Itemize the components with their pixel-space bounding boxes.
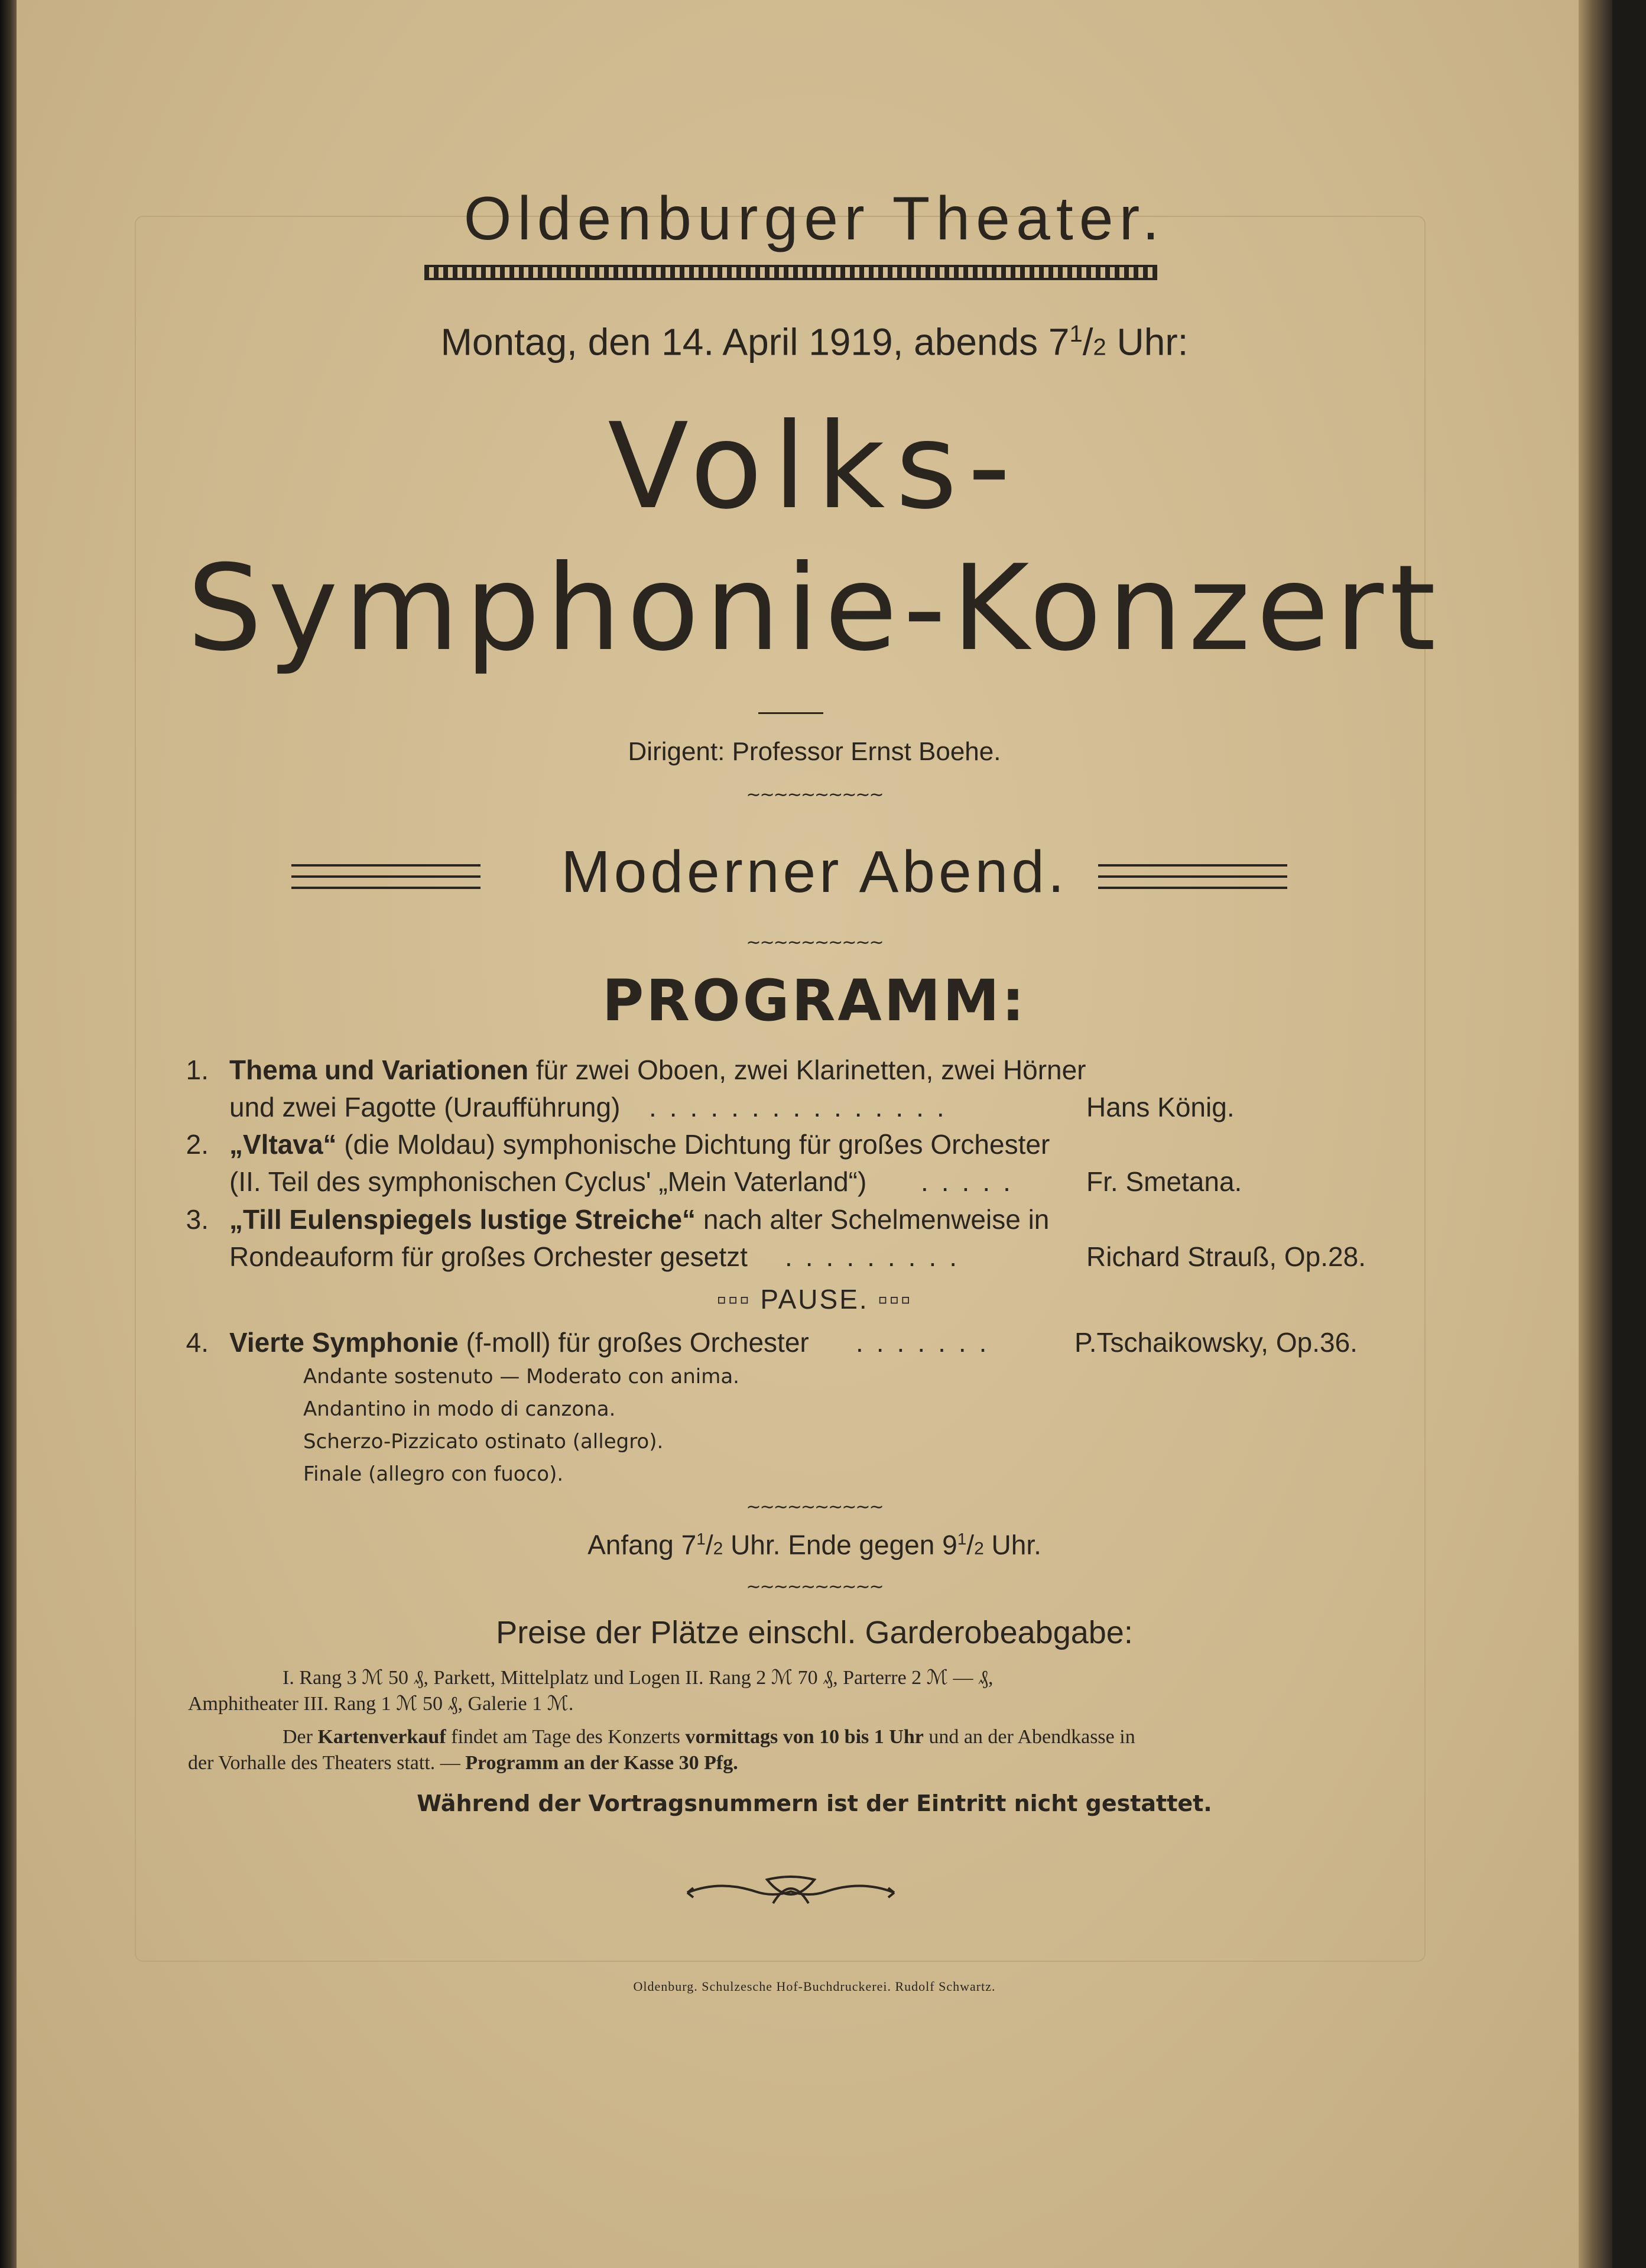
item-number: 2.	[186, 1129, 209, 1160]
theater-underline	[424, 265, 1157, 280]
movement-4: Finale (allegro con fuoco).	[303, 1462, 564, 1486]
movement-1: Andante sostenuto — Moderato con anima.	[303, 1365, 739, 1388]
prices-line-1: I. Rang 3 ℳ 50 ₰, Parkett, Mittelplatz und Logen II. Rang 2 ℳ 70 ₰, Parterre 2 ℳ — ₰,	[283, 1667, 994, 1689]
composer: Hans König.	[1086, 1092, 1235, 1122]
program-item-3-line1: „Till Eulenspiegels lustige Streiche“ nach alter Schelmenweise in	[229, 1204, 1050, 1235]
program-item-1-line2: und zwei Fagotte (Uraufführung)	[229, 1092, 621, 1122]
evening-title: Moderner Abend.	[561, 839, 1068, 905]
program-heading: PROGRAMM:	[602, 968, 1027, 1034]
book-spine	[0, 0, 17, 2268]
wave-divider: ∼∼∼∼∼∼∼∼∼∼	[746, 784, 883, 805]
movement-2: Andantino in modo di canzona.	[303, 1397, 616, 1421]
program-item-4-line1: Vierte Symphonie (f-moll) für großes Orchester	[229, 1327, 809, 1358]
program-item-2-line2: (II. Teil des symphonischen Cyclus' „Mein Vaterland“)	[229, 1166, 867, 1197]
theater-title: Oldenburger Theater.	[463, 184, 1165, 253]
wave-divider: ∼∼∼∼∼∼∼∼∼∼	[746, 932, 883, 953]
wave-divider: ∼∼∼∼∼∼∼∼∼∼	[746, 1497, 883, 1517]
admission-note: Während der Vortragsnummern ist der Eintritt nicht gestattet.	[417, 1790, 1212, 1816]
sales-info-line-1: Der Kartenverkauf findet am Tage des Konzerts vormittags von 10 bis 1 Uhr und an der Abendkasse in	[283, 1726, 1135, 1748]
leader-dots: ...............	[649, 1092, 957, 1122]
composer: Richard Strauß, Op.28.	[1086, 1241, 1366, 1272]
printer-imprint: Oldenburg. Schulzesche Hof-Buchdruckerei. Rudolf Schwartz.	[633, 1979, 996, 1994]
leader-dots: .......	[856, 1327, 1000, 1358]
program-page	[17, 0, 1612, 2268]
item-number: 1.	[186, 1054, 209, 1085]
date-line: Montag, den 14. April 1919, abends $7^1/2$ Uhr:	[440, 320, 1189, 364]
conductor-line: Dirigent: Professor Ernst Boehe.	[628, 737, 1001, 766]
wave-divider: ∼∼∼∼∼∼∼∼∼∼	[746, 1576, 883, 1597]
triple-rule-right	[1098, 864, 1287, 889]
pause-line: ▫▫▫ PAUSE. ▫▫▫	[716, 1284, 913, 1315]
program-item-2-line1: „Vltava“ (die Moldau) symphonische Dichtung für großes Orchester	[229, 1129, 1050, 1160]
item-number: 3.	[186, 1204, 209, 1235]
item-number: 4.	[186, 1327, 209, 1358]
movement-3: Scherzo-Pizzicato ostinato (allegro).	[303, 1430, 664, 1453]
leader-dots: .........	[785, 1241, 970, 1272]
ribbon-ornament-icon	[684, 1874, 897, 1909]
prices-heading: Preise der Plätze einschl. Garderobeabgabe:	[496, 1615, 1133, 1650]
concert-title-line1: Volks-	[608, 398, 1021, 536]
composer: Fr. Smetana.	[1086, 1166, 1242, 1197]
divider-rule	[758, 712, 823, 714]
prices-line-2: Amphitheater III. Rang 1 ℳ 50 ₰, Galerie 1 ℳ.	[188, 1693, 574, 1715]
leader-dots: .....	[921, 1166, 1024, 1197]
program-item-1-line1: Thema und Variationen für zwei Oboen, zwei Klarinetten, zwei Hörner	[229, 1054, 1086, 1085]
program-item-3-line2: Rondeauform für großes Orchester gesetzt	[229, 1241, 748, 1272]
composer: P.Tschaikowsky, Op.36.	[1074, 1327, 1358, 1358]
concert-title-line2: Symphonie-Konzert	[187, 540, 1442, 677]
sales-info-line-2: der Vorhalle des Theaters statt. — Programm an der Kasse 30 Pfg.	[188, 1752, 738, 1774]
start-end-times: Anfang $7^1/2$ Uhr. Ende gegen $9^1/2$ Uhr.	[587, 1529, 1041, 1560]
